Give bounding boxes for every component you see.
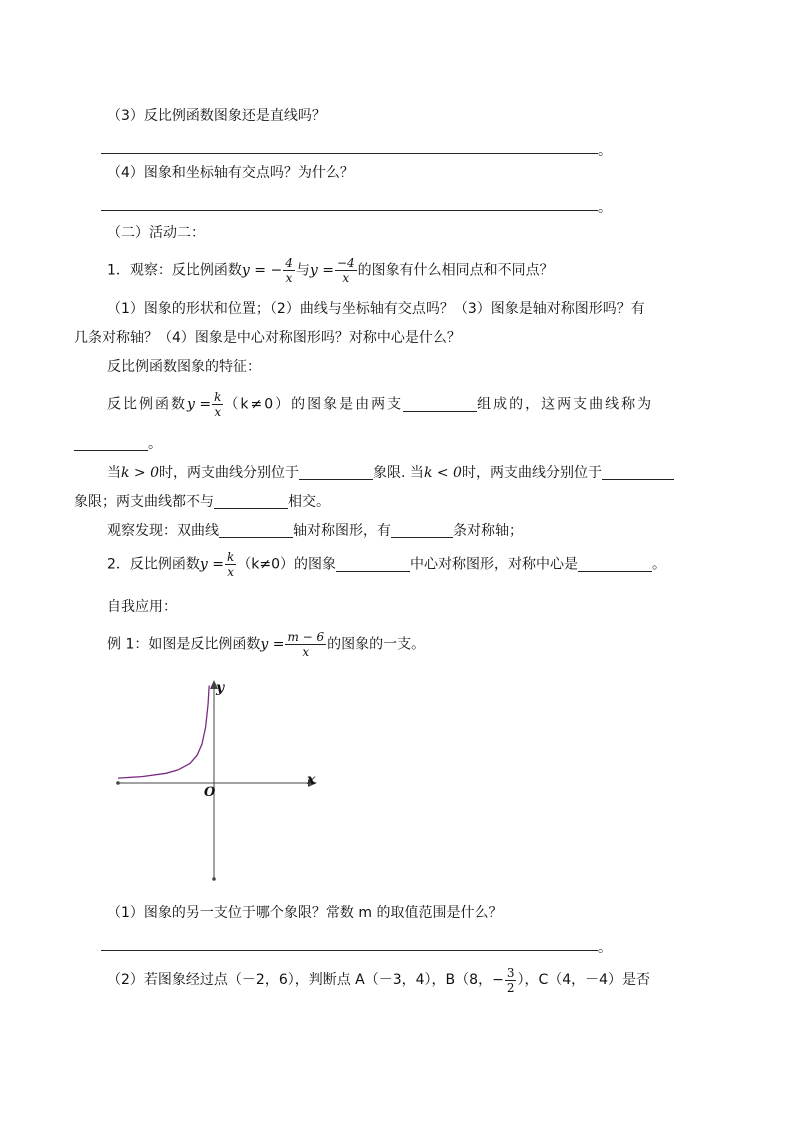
statement-2-d: 时，两支曲线分别位于 bbox=[461, 465, 602, 481]
k-negative: k < 0 bbox=[423, 465, 462, 481]
end-mark: 。 bbox=[598, 143, 612, 159]
formula-1-lhs: y = − bbox=[241, 262, 283, 279]
example-1-fraction bbox=[285, 630, 326, 659]
feature-formula-fraction bbox=[212, 390, 223, 419]
sub-question-2-b: ），C（4，－4）是否 bbox=[517, 972, 651, 988]
point-2-condition: （k≠0）的图象 bbox=[237, 556, 337, 573]
answer-line-q3[interactable] bbox=[101, 153, 598, 154]
hyperbola-branch-0 bbox=[118, 686, 209, 779]
fraction-three-halves bbox=[505, 966, 517, 995]
x-axis-left-end bbox=[116, 781, 120, 785]
answer-line-sub-q1[interactable] bbox=[101, 950, 598, 951]
observation-a: 观察发现：双曲线 bbox=[107, 523, 219, 539]
sub-question-1: （1）图象的另一支位于哪个象限？常数 m 的取值范围是什么？ bbox=[107, 905, 503, 921]
y-axis-label: y bbox=[216, 680, 225, 696]
blank-center-symmetric[interactable] bbox=[336, 555, 410, 572]
observation-line bbox=[107, 521, 523, 541]
feature-statement-3 bbox=[74, 492, 330, 512]
blank-is-symmetric[interactable] bbox=[219, 521, 293, 538]
observation-b: 轴对称图形，有 bbox=[293, 523, 391, 539]
statement-3-a: 象限；两支曲线都不与 bbox=[74, 494, 214, 510]
feature-mid: 组成的，这两支曲线称为 bbox=[477, 396, 654, 413]
blank-quadrants-k-positive[interactable] bbox=[299, 463, 373, 480]
example-1-numerator: m − 6 bbox=[287, 630, 325, 644]
blank-axis-count[interactable] bbox=[391, 521, 453, 538]
feature-formula-lhs: y = bbox=[187, 396, 212, 413]
guide-line-1: （1）图象的形状和位置；（2）曲线与坐标轴有交点吗？（3）图象是轴对称图形吗？有 bbox=[107, 301, 645, 317]
blank-curve-name[interactable] bbox=[74, 434, 148, 451]
end-mark: 。 bbox=[652, 556, 667, 573]
guide-line-2: 几条对称轴？（4）图象是中心对称图形吗？对称中心是什么？ bbox=[74, 330, 461, 346]
statement-3-b: 相交。 bbox=[288, 494, 330, 510]
feature-statement-2 bbox=[107, 463, 674, 483]
formula-2-lhs: y = bbox=[309, 262, 334, 279]
end-mark: 。 bbox=[148, 436, 162, 452]
question-4: （4）图象和坐标轴有交点吗？为什么？ bbox=[107, 165, 354, 181]
formula-2-numerator: −4 bbox=[336, 256, 355, 270]
y-axis-bottom-end bbox=[212, 877, 216, 881]
feature-formula-numerator: k bbox=[214, 390, 222, 404]
feature-prefix: 反比例函数 bbox=[107, 396, 187, 413]
formula-1-fraction bbox=[283, 256, 295, 285]
feature-condition: （k≠0）的图象是由两支 bbox=[224, 396, 404, 413]
example-1-lhs: y = bbox=[260, 636, 285, 653]
blank-branches[interactable] bbox=[403, 395, 477, 412]
activity2-heading: （二）活动二： bbox=[107, 225, 205, 241]
observe-suffix: 的图象有什么相同点和不同点？ bbox=[357, 262, 554, 279]
formula-1-numerator: 4 bbox=[285, 256, 293, 270]
point-2-formula-fraction bbox=[225, 550, 236, 579]
fraction-denominator: 2 bbox=[506, 980, 515, 995]
formula-2-denominator: x bbox=[342, 271, 350, 285]
features-heading: 反比例函数图象的特征： bbox=[107, 359, 261, 375]
apply-heading: 自我应用： bbox=[107, 599, 177, 615]
blank-no-intersection[interactable] bbox=[214, 492, 288, 509]
statement-2-c: 象限. 当 bbox=[373, 465, 424, 481]
observe-prefix: 1．观察：反比例函数 bbox=[107, 262, 242, 279]
observation-c: 条对称轴； bbox=[453, 523, 523, 539]
formula-2-fraction bbox=[335, 256, 357, 285]
statement-2-b: 时，两支曲线分别位于 bbox=[159, 465, 300, 481]
fraction-numerator: 3 bbox=[506, 965, 515, 980]
question-3: （3）反比例函数图象还是直线吗？ bbox=[107, 108, 326, 124]
x-axis-label: x bbox=[307, 772, 316, 788]
point-2-line bbox=[107, 550, 666, 579]
example-1-suffix: 的图象的一支。 bbox=[327, 636, 426, 653]
origin-label: O bbox=[204, 785, 216, 800]
when-word: 当 bbox=[107, 465, 121, 481]
k-positive: k > 0 bbox=[121, 465, 160, 481]
answer-line-q4[interactable] bbox=[101, 210, 598, 211]
feature-statement-1 bbox=[107, 390, 653, 419]
blank-quadrants-k-negative[interactable] bbox=[602, 463, 674, 480]
and-word: 与 bbox=[295, 262, 310, 279]
point-2-prefix: 2．反比例函数 bbox=[107, 556, 200, 573]
example-1-prefix: 例 1：如图是反比例函数 bbox=[107, 636, 261, 653]
point-2-mid: 中心对称图形，对称中心是 bbox=[410, 556, 579, 573]
point-2-denominator: x bbox=[227, 565, 235, 579]
feature-formula-denominator: x bbox=[214, 405, 222, 419]
minus-sign: − bbox=[492, 972, 504, 988]
feature-statement-1-cont bbox=[74, 434, 162, 454]
sub-question-2-a: （2）若图象经过点（－2，6），判断点 A（－3，4），B（8， bbox=[107, 972, 493, 988]
observe-prompt bbox=[107, 256, 554, 285]
example-1 bbox=[107, 630, 425, 659]
series-layer bbox=[118, 686, 209, 779]
sub-question-2 bbox=[107, 965, 650, 995]
formula-1-denominator: x bbox=[285, 271, 293, 285]
example-1-denominator: x bbox=[302, 645, 310, 659]
point-2-formula-lhs: y = bbox=[199, 556, 225, 573]
hyperbola-graph bbox=[110, 672, 330, 887]
end-mark: 。 bbox=[598, 200, 612, 216]
blank-center-point[interactable] bbox=[578, 555, 652, 572]
end-mark: 。 bbox=[598, 940, 612, 956]
point-2-numerator: k bbox=[227, 550, 235, 564]
